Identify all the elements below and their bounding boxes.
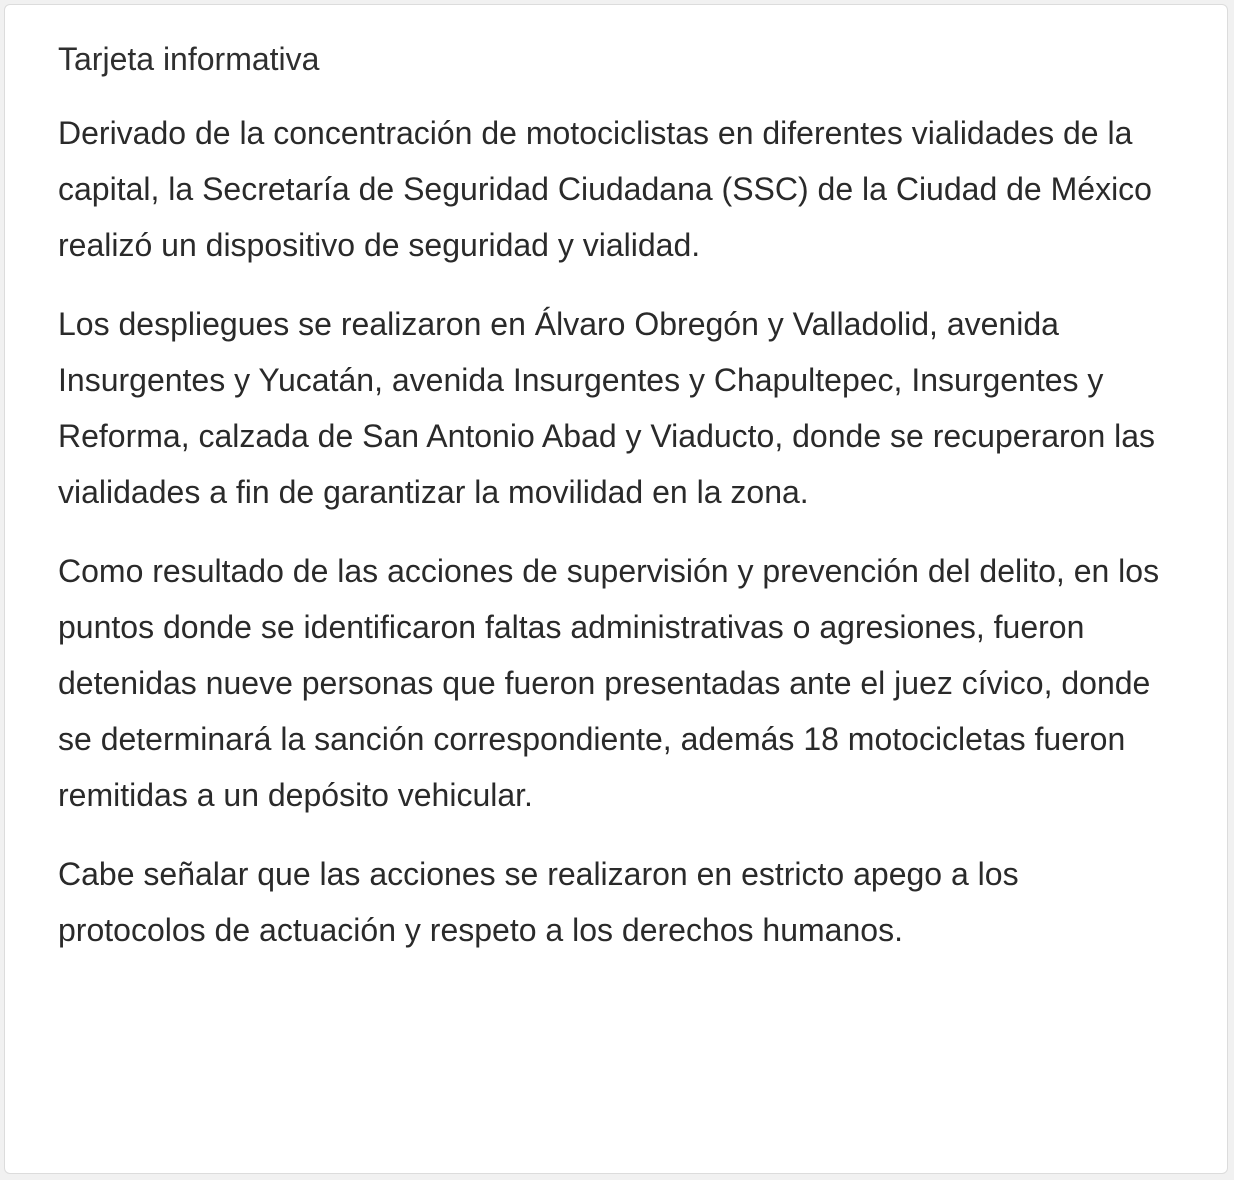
- info-card: [4, 4, 1228, 1174]
- paragraph-locations: Los despliegues se realizaron en Álvaro Obregón y Valladolid, avenida Insurgentes y Yucatán, avenida Insurgentes y Chapultepec, Insurgentes y Reforma, calzada de San Antonio Abad y Viaducto, donde se recuperaron las vialidades a fin de garantizar la movilidad en la zona.: [58, 306, 1156, 510]
- card-title: Tarjeta informativa: [58, 41, 320, 77]
- paragraph-closing: Cabe señalar que las acciones se realizaron en estricto apego a los protocolos de actuación y respeto a los derechos humanos.: [58, 856, 1019, 948]
- paragraph-intro: Derivado de la concentración de motociclistas en diferentes vialidades de la capital, la Secretaría de Seguridad Ciudadana (SSC) de la Ciudad de México realizó un dispositivo de seguridad y vialidad.: [58, 115, 1152, 263]
- paragraph-results: Como resultado de las acciones de supervisión y prevención del delito, en los puntos donde se identificaron faltas administrativas o agresiones, fueron detenidas nueve personas que fueron presentadas ante el juez cívico, donde se determinará la sanción correspondiente, además 18 motocicletas fueron remitidas a un depósito vehicular.: [58, 553, 1160, 813]
